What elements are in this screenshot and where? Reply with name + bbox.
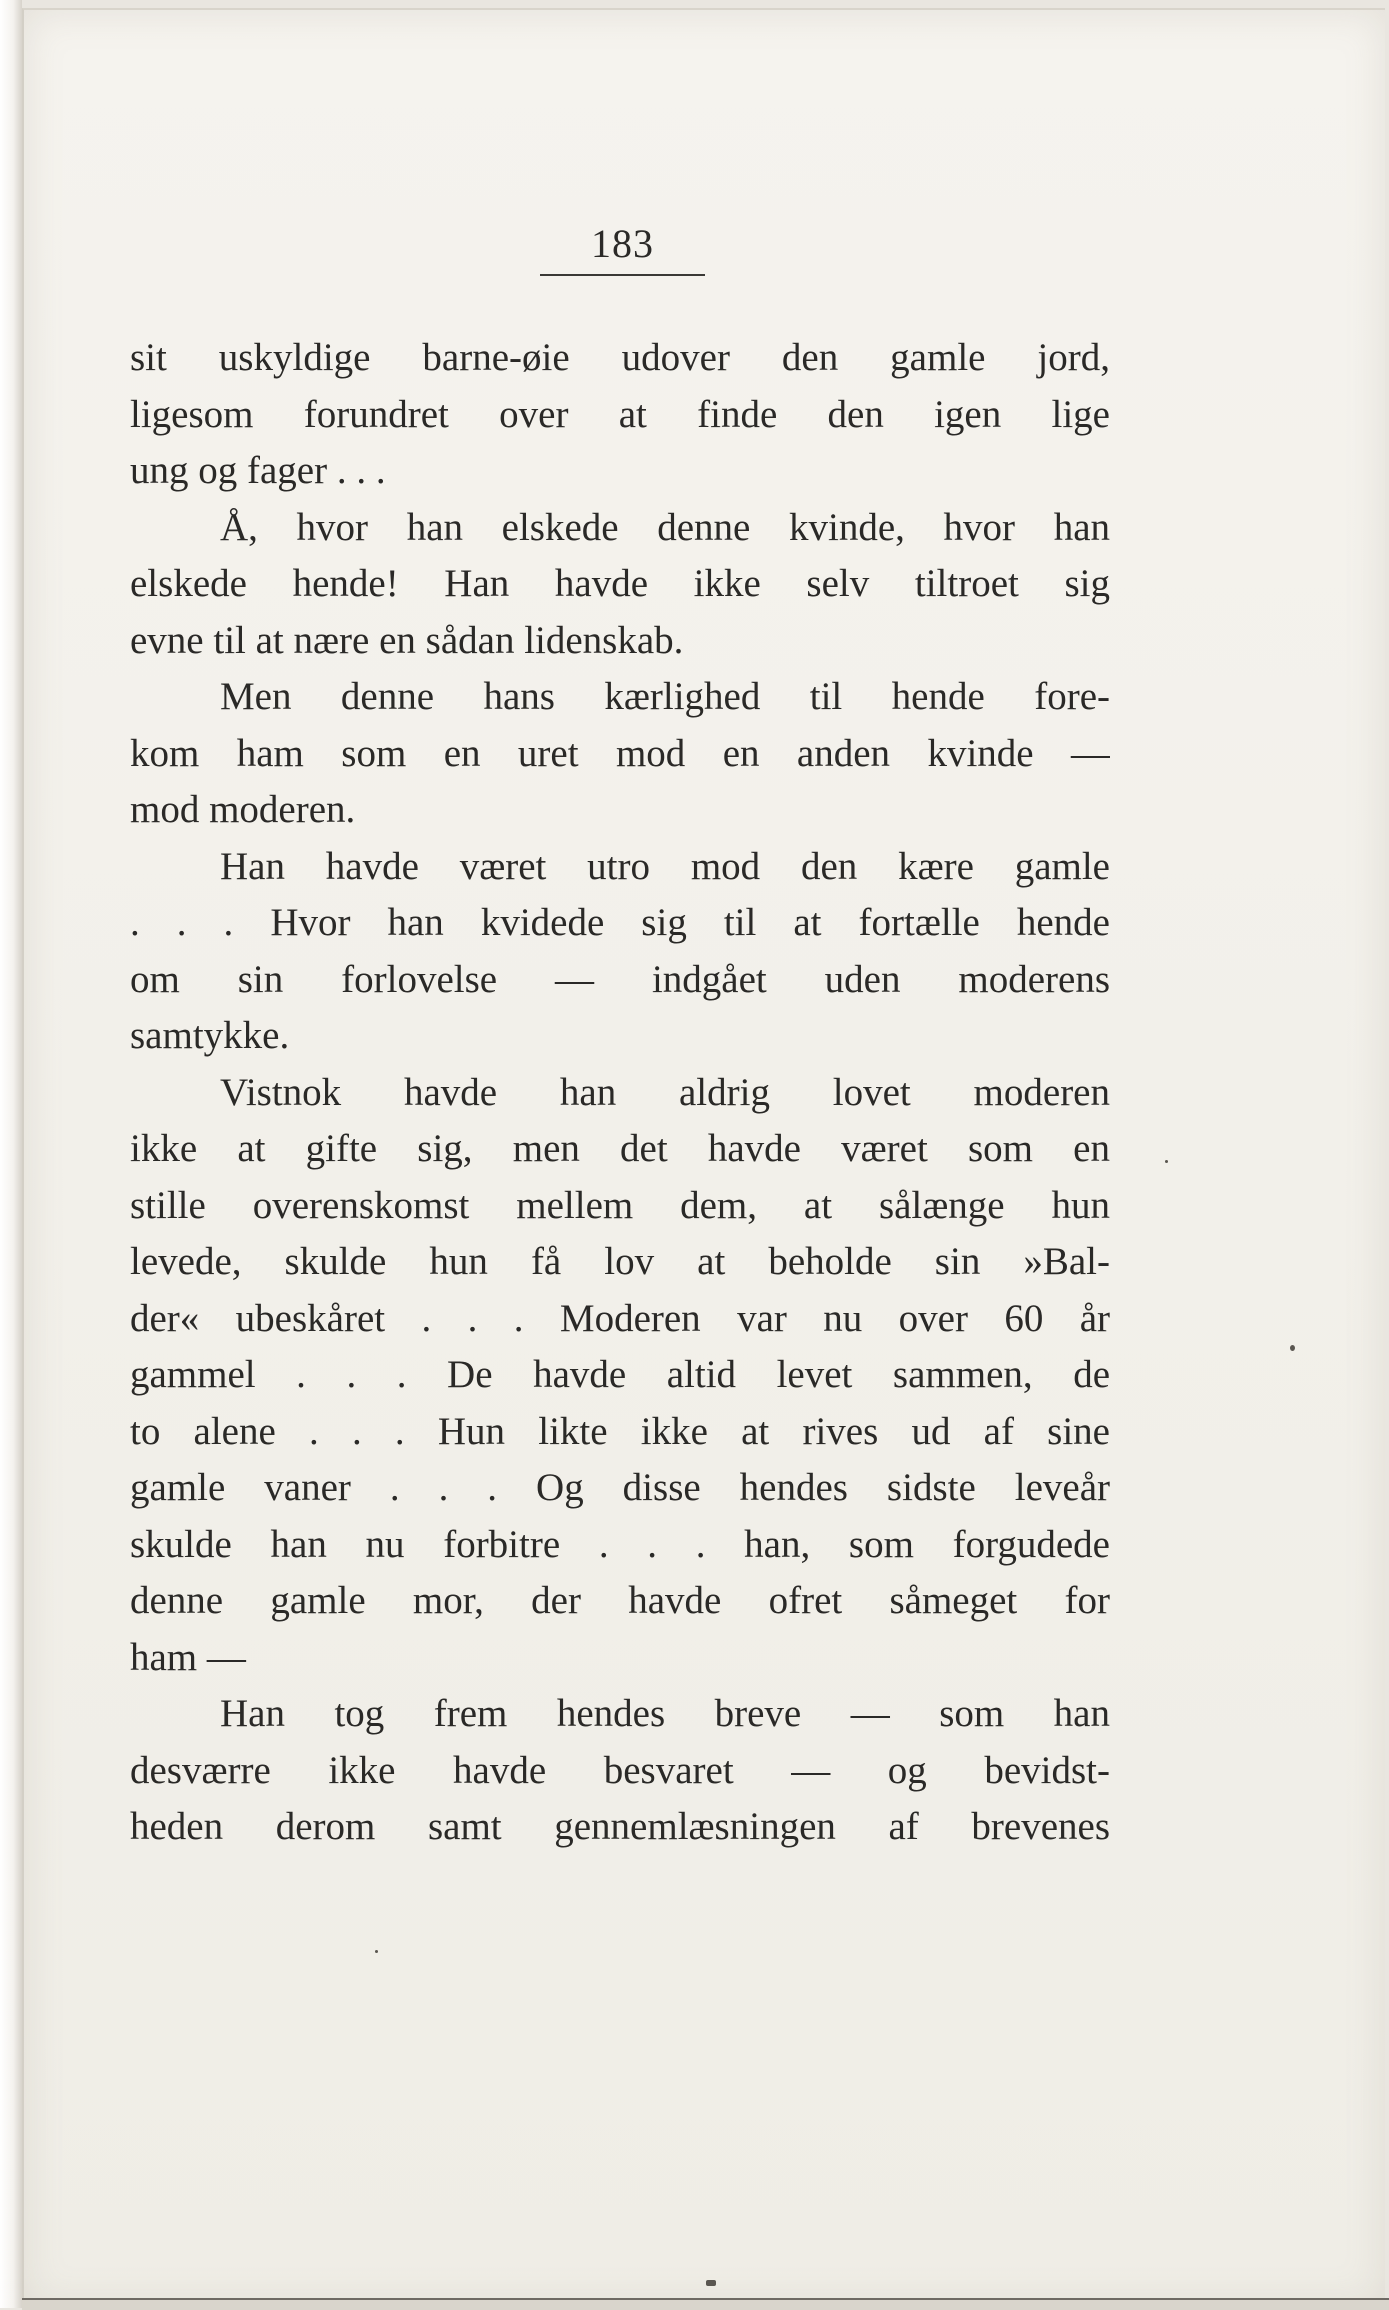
text-line: gamle vaner . . . Og disse hendes sidste leveår <box>130 1466 1110 1509</box>
text-line: sit uskyldige barne-øie udover den gamle jord, <box>130 336 1110 379</box>
paper-speck <box>706 2280 716 2286</box>
paper-speck <box>1165 1160 1168 1163</box>
text-line: denne gamle mor, der havde ofret såmeget for <box>130 1579 1110 1622</box>
page-number: 183 <box>540 222 705 276</box>
text-line: Men denne hans kærlighed til hende fore- <box>220 675 1110 718</box>
text-line: kom ham som en uret mod en anden kvinde — <box>130 731 1110 775</box>
scan-margin-left <box>0 0 22 2308</box>
text-line: mod moderen. <box>130 788 356 831</box>
scan-margin-bottom <box>22 2298 1389 2310</box>
text-line: gammel . . . De havde altid levet sammen, de <box>130 1353 1110 1396</box>
text-line: Vistnok havde han aldrig lovet moderen <box>220 1070 1110 1114</box>
body-text <box>130 330 1110 1856</box>
text-line: . . . Hvor han kvidede sig til at fortælle hende <box>130 901 1110 944</box>
text-line: to alene . . . Hun likte ikke at rives ud af sine <box>130 1409 1110 1453</box>
text-line: Å, hvor han elskede denne kvinde, hvor han <box>220 505 1110 549</box>
text-line: ung og fager . . . <box>130 449 386 492</box>
text-line: Han havde været utro mod den kære gamle <box>220 844 1110 888</box>
text-line: evne til at nære en sådan lidenskab. <box>130 618 684 662</box>
text-line: Han tog frem hendes breve — som han <box>220 1692 1110 1735</box>
paper-speck <box>375 1950 378 1953</box>
text-line: heden derom samt gennemlæsningen af brevenes <box>130 1805 1110 1848</box>
text-line: skulde han nu forbitre . . . han, som forgudede <box>130 1522 1110 1566</box>
text-line: stille overenskomst mellem dem, at sålænge hun <box>130 1183 1110 1227</box>
text-line: elskede hende! Han havde ikke selv tiltroet sig <box>130 562 1110 605</box>
text-line: ham — <box>130 1635 246 1679</box>
text-line: der« ubeskåret . . . Moderen var nu over 60 år <box>130 1296 1110 1340</box>
text-line: desværre ikke havde besvaret — og bevidst- <box>130 1748 1110 1792</box>
text-line: om sin forlovelse — indgået uden moderens <box>130 957 1110 1001</box>
text-line: samtykke. <box>130 1014 290 1057</box>
paper-speck <box>1290 1345 1295 1351</box>
text-line: ikke at gifte sig, men det havde været som en <box>130 1127 1110 1170</box>
text-line: levede, skulde hun få lov at beholde sin »Bal- <box>130 1240 1110 1283</box>
text-line: ligesom forundret over at finde den igen lige <box>130 392 1110 436</box>
